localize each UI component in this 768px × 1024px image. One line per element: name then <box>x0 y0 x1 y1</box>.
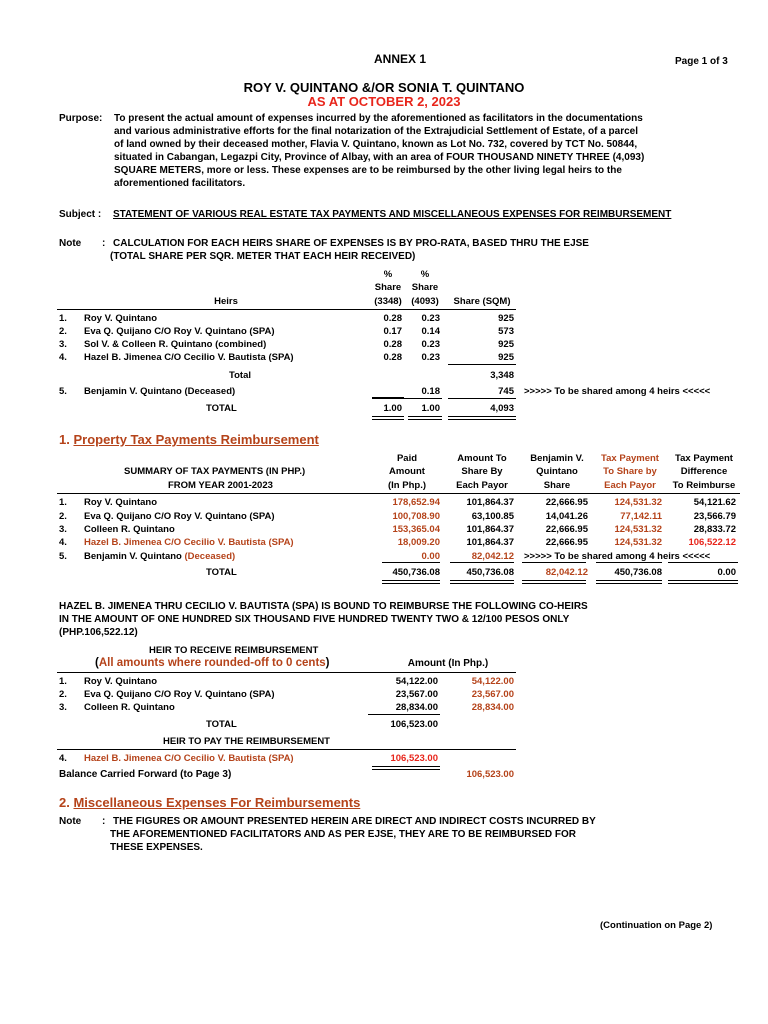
heir-name: Eva Q. Quijano C/O Roy V. Quintano (SPA) <box>84 511 275 522</box>
share-amount: 101,864.37 <box>466 537 514 548</box>
total-benjamin: 82,042.12 <box>545 567 588 578</box>
pct2-value: 0.23 <box>421 313 440 324</box>
share-amount: 82,042.12 <box>471 551 514 562</box>
paren-open: ( <box>95 657 99 669</box>
rounded-amount: 54,122.00 <box>395 676 438 687</box>
col-header-paid: (In Php.) <box>388 480 426 491</box>
sqm-value: 573 <box>498 326 514 337</box>
annex-title: ANNEX 1 <box>374 52 427 66</box>
benjamin-share: 22,666.95 <box>545 537 588 548</box>
pct1-value: 0.28 <box>383 339 402 350</box>
rounded-amount: 23,567.00 <box>395 689 438 700</box>
subtotal-label: Total <box>229 370 251 381</box>
section-title: Property Tax Payments Reimbursement <box>73 432 319 447</box>
row-number: 3. <box>59 339 67 350</box>
heir-name-text: Benjamin V. Quintano <box>84 551 182 562</box>
total-pct1: 1.00 <box>383 403 402 414</box>
purpose-line: situated in Cabangan, Legazpi City, Province of Albay, with an area of FOUR THOUSAND NINETY THREE (4,093) <box>114 152 645 163</box>
col-header-pct1: % <box>383 269 393 280</box>
summary-title: SUMMARY OF TAX PAYMENTS (IN PHP.) <box>124 466 306 477</box>
note-label: Note <box>59 238 82 249</box>
heir-name: Colleen R. Quintano <box>84 524 175 535</box>
amount-header: Amount (In Php.) <box>407 658 489 669</box>
pct1-value: 0.17 <box>383 326 402 337</box>
heir-name: Hazel B. Jimenea C/O Cecilio V. Bautista (SPA) <box>84 537 294 548</box>
heir-name: Benjamin V. Quintano (Deceased) <box>84 386 236 397</box>
total-diff: 0.00 <box>717 567 736 578</box>
total-pct2: 1.00 <box>421 403 440 414</box>
purpose-line: and various administrative efforts for the final notarization of the Extrajudicial Settlement of Estate, of a parcel <box>114 126 638 137</box>
diff-amount: 28,833.72 <box>693 524 736 535</box>
col-header-share: Each Payor <box>456 480 508 491</box>
col-header-heirs: Heirs <box>214 296 238 307</box>
page-number: Page 1 of 3 <box>675 56 728 67</box>
paid-amount: 178,652.94 <box>392 497 440 508</box>
paid-amount: 0.00 <box>421 551 440 562</box>
total-taxpay: 450,736.08 <box>614 567 662 578</box>
row-number: 1. <box>59 676 67 687</box>
purpose-label: Purpose: <box>59 113 103 124</box>
total-label: TOTAL <box>206 403 237 414</box>
purpose-line: To present the actual amount of expenses incurred by the aforementioned as facilitators in the documentations <box>114 113 643 124</box>
row-number: 1. <box>59 497 67 508</box>
diff-amount: 23,566.79 <box>693 511 736 522</box>
section-number: 1. <box>59 432 70 447</box>
heir-name: Roy V. Quintano <box>84 313 158 324</box>
as-at-date: AS AT OCTOBER 2, 2023 <box>307 94 461 109</box>
note-line: THESE EXPENSES. <box>110 842 203 853</box>
pct2-value: 0.14 <box>421 326 440 337</box>
rounded-amount: 28,834.00 <box>395 702 438 713</box>
benjamin-share: 14,041.26 <box>545 511 588 522</box>
owner-names: ROY V. QUINTANO &/OR SONIA T. QUINTANO <box>243 80 525 95</box>
heir-name: Sol V. & Colleen R. Quintano (combined) <box>84 339 267 350</box>
col-header-share: Share By <box>461 466 503 477</box>
taxpay-amount: 124,531.32 <box>614 497 662 508</box>
note-colon: : <box>102 816 106 827</box>
sqm-value: 925 <box>498 352 514 363</box>
share-note: >>>>> To be shared among 4 heirs <<<<< <box>524 551 711 562</box>
receive-heading: HEIR TO RECEIVE REIMBURSEMENT <box>149 645 319 656</box>
pct1-value: 0.28 <box>383 313 402 324</box>
heir-name: Roy V. Quintano <box>84 497 158 508</box>
col-header-taxpay: Each Payor <box>604 480 656 491</box>
note-line: THE FIGURES OR AMOUNT PRESENTED HEREIN ARE DIRECT AND INDIRECT COSTS INCURRED BY <box>113 816 596 827</box>
statement-line: (PHP.106,522.12) <box>59 627 138 638</box>
note-label: Note <box>59 816 82 827</box>
row-number: 2. <box>59 689 67 700</box>
col-header-pct1: (3348) <box>374 296 402 307</box>
note-line: CALCULATION FOR EACH HEIRS SHARE OF EXPENSES IS BY PRO-RATA, BASED THRU THE EJSE <box>113 238 589 249</box>
statement-line: IN THE AMOUNT OF ONE HUNDRED SIX THOUSAND FIVE HUNDRED TWENTY TWO & 12/100 PESOS ONLY <box>59 614 570 625</box>
benjamin-share: 22,666.95 <box>545 524 588 535</box>
paren-close: ) <box>325 657 330 669</box>
payer-name: Hazel B. Jimenea C/O Cecilio V. Bautista (SPA) <box>84 753 294 764</box>
total-label: TOTAL <box>206 567 237 578</box>
payer-amount: 106,523.00 <box>390 753 438 764</box>
col-header-diff: To Reimburse <box>672 480 736 491</box>
paid-amount: 18,009.20 <box>397 537 440 548</box>
pct2-value: 0.23 <box>421 352 440 363</box>
row-number: 2. <box>59 511 67 522</box>
pct2-value: 0.18 <box>421 386 440 397</box>
total-paid: 450,736.08 <box>392 567 440 578</box>
statement-line: HAZEL B. JIMENEA THRU CECILIO V. BAUTISTA (SPA) IS BOUND TO REIMBURSE THE FOLLOWING CO-HEIRS <box>59 601 588 612</box>
col-header-diff: Difference <box>680 466 728 477</box>
deceased-tag: (Deceased) <box>184 551 236 562</box>
reference-amount: 23,567.00 <box>471 689 514 700</box>
col-header-paid: Amount <box>389 466 425 477</box>
heir-name <box>84 550 235 563</box>
share-amount: 101,864.37 <box>466 524 514 535</box>
taxpay-amount: 77,142.11 <box>620 511 662 522</box>
share-amount: 63,100.85 <box>471 511 514 522</box>
reference-amount: 28,834.00 <box>471 702 514 713</box>
taxpay-amount: 124,531.32 <box>614 524 662 535</box>
rounding-text: All amounts where rounded-off to 0 cents <box>98 657 326 669</box>
sqm-value: 925 <box>498 339 514 350</box>
note-line: (TOTAL SHARE PER SQR. METER THAT EACH HEIR RECEIVED) <box>110 251 416 262</box>
col-header-pct2: Share <box>411 282 439 293</box>
summary-years: FROM YEAR 2001-2023 <box>168 480 273 491</box>
purpose-line: aforementioned facilitators. <box>114 178 246 189</box>
row-number: 3. <box>59 524 67 535</box>
subtotal-sqm: 3,348 <box>490 370 514 381</box>
col-header-taxpay: To Share by <box>603 466 657 477</box>
section-number: 2. <box>59 795 70 810</box>
pct2-value: 0.23 <box>421 339 440 350</box>
sqm-value: 925 <box>498 313 514 324</box>
balance-label: Balance Carried Forward (to Page 3) <box>59 769 232 780</box>
section-1-heading <box>59 432 319 447</box>
section-title: Miscellaneous Expenses For Reimbursements <box>73 795 361 810</box>
col-header-benjamin: Share <box>543 480 571 491</box>
benjamin-share: 22,666.95 <box>545 497 588 508</box>
col-header-pct2: % <box>420 269 430 280</box>
taxpay-amount: 124,531.32 <box>614 537 662 548</box>
purpose-line: of land owned by their deceased mother, Flavia V. Quintano, known as Lot No. 732, covered by TCT No. 50844, <box>114 139 638 150</box>
payer-heading: HEIR TO PAY THE REIMBURSEMENT <box>163 736 330 747</box>
reference-amount: 54,122.00 <box>471 676 514 687</box>
share-amount: 101,864.37 <box>466 497 514 508</box>
balance-amount: 106,523.00 <box>466 769 514 780</box>
total-label: TOTAL <box>206 719 237 730</box>
subject-label: Subject : <box>59 209 102 220</box>
row-number: 1. <box>59 313 67 324</box>
row-number: 4. <box>59 753 67 764</box>
row-number: 5. <box>59 551 67 562</box>
sqm-value: 745 <box>498 386 514 397</box>
subject-text: STATEMENT OF VARIOUS REAL ESTATE TAX PAYMENTS AND MISCELLANEOUS EXPENSES FOR REIMBURSEMENT <box>113 209 672 220</box>
row-number: 5. <box>59 386 67 397</box>
total-sqm: 4,093 <box>490 403 514 414</box>
diff-amount: 54,121.62 <box>693 497 736 508</box>
col-header-diff: Tax Payment <box>675 453 733 464</box>
col-header-share: Amount To <box>457 453 507 464</box>
heir-name: Hazel B. Jimenea C/O Cecilio V. Bautista (SPA) <box>84 352 294 363</box>
row-number: 4. <box>59 352 67 363</box>
share-note: >>>>> To be shared among 4 heirs <<<<< <box>524 386 711 397</box>
heir-name: Eva Q. Quijano C/O Roy V. Quintano (SPA) <box>84 326 275 337</box>
rounding-note <box>95 656 330 670</box>
continuation-note: (Continuation on Page 2) <box>600 920 713 931</box>
col-header-pct1: Share <box>374 282 402 293</box>
diff-amount: 106,522.12 <box>688 537 736 548</box>
col-header-paid: Paid <box>396 453 418 464</box>
reimb-total: 106,523.00 <box>390 719 438 730</box>
heir-name: Roy V. Quintano <box>84 676 158 687</box>
col-header-pct2: (4093) <box>411 296 439 307</box>
col-header-taxpay: Tax Payment <box>601 453 659 464</box>
col-header-benjamin: Benjamin V. <box>530 453 584 464</box>
row-number: 4. <box>59 537 67 548</box>
row-number: 2. <box>59 326 67 337</box>
paid-amount: 153,365.04 <box>392 524 440 535</box>
note-line: THE AFOREMENTIONED FACILITATORS AND AS PER EJSE, THEY ARE TO BE REIMBURSED FOR <box>110 829 576 840</box>
note-colon: : <box>102 238 106 249</box>
row-number: 3. <box>59 702 67 713</box>
heir-name: Colleen R. Quintano <box>84 702 175 713</box>
total-share: 450,736.08 <box>466 567 514 578</box>
pct1-value: 0.28 <box>383 352 402 363</box>
paid-amount: 100,708.90 <box>392 511 440 522</box>
section-2-heading <box>59 795 360 810</box>
col-header-sqm: Share (SQM) <box>453 296 511 307</box>
col-header-benjamin: Quintano <box>536 466 578 477</box>
heir-name: Eva Q. Quijano C/O Roy V. Quintano (SPA) <box>84 689 275 700</box>
purpose-line: SQUARE METERS, more or less. These expenses are to be reimbursed by the other living legal heirs to the <box>114 165 622 176</box>
